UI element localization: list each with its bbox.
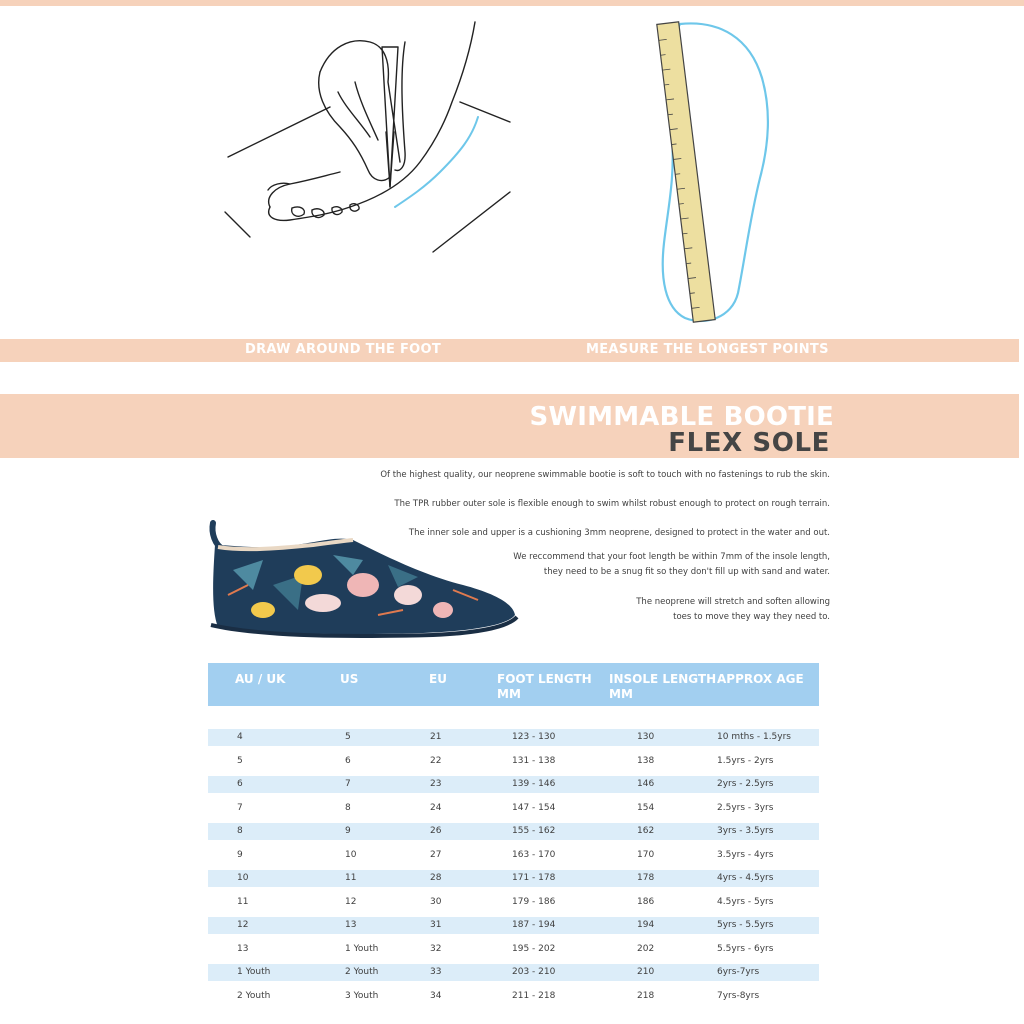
header-au-uk: AU / UK	[235, 672, 286, 686]
cell-us: 2 Youth	[345, 967, 379, 977]
cell-approx-age: 1.5yrs - 2yrs	[717, 755, 774, 766]
cell-foot-length: 163 - 170	[512, 849, 556, 860]
description-line: they need to be a snug fit so they don't fill up with sand and water.	[543, 567, 830, 577]
header-eu: EU	[429, 672, 447, 686]
cell-eu: 31	[430, 920, 442, 930]
cell-us: 1 Youth	[345, 943, 379, 954]
cell-au-uk: 13	[237, 943, 249, 954]
cell-us: 12	[345, 896, 357, 907]
description-line: The neoprene will stretch and soften allowing	[636, 597, 830, 607]
description-line: Of the highest quality, our neoprene swimmable bootie is soft to touch with no fastenings to rub the skin.	[380, 470, 830, 480]
cell-foot-length: 211 - 218	[512, 990, 556, 1001]
cell-approx-age: 10 mths - 1.5yrs	[717, 732, 791, 742]
table-row	[208, 894, 819, 911]
header-foot-length-unit: MM	[497, 687, 521, 701]
description-line: The TPR rubber outer sole is flexible enough to swim whilst robust enough to protect on rough terrain.	[394, 499, 830, 509]
cell-au-uk: 1 Youth	[237, 967, 271, 977]
cell-approx-age: 2yrs - 2.5yrs	[717, 779, 774, 789]
cell-foot-length: 187 - 194	[512, 920, 556, 930]
cell-us: 8	[345, 802, 351, 813]
product-title: SWIMMABLE BOOTIE	[529, 402, 834, 432]
cell-approx-age: 2.5yrs - 3yrs	[717, 802, 774, 813]
table-row	[208, 800, 819, 817]
cell-approx-age: 3yrs - 3.5yrs	[717, 826, 774, 836]
ruler	[657, 22, 715, 322]
cell-eu: 21	[430, 732, 442, 742]
product-title-band	[0, 394, 1019, 458]
cell-insole-length: 218	[637, 990, 655, 1001]
cell-eu: 33	[430, 967, 442, 977]
cell-approx-age: 5.5yrs - 6yrs	[717, 943, 774, 954]
table-row	[208, 917, 819, 934]
cell-au-uk: 11	[237, 896, 249, 907]
cell-au-uk: 10	[237, 873, 249, 883]
table-row	[208, 729, 819, 746]
cell-us: 10	[345, 849, 357, 860]
cell-foot-length: 195 - 202	[512, 943, 556, 954]
size-chart-table	[208, 663, 819, 1001]
table-row	[208, 988, 819, 1005]
cell-au-uk: 6	[237, 779, 243, 789]
cell-insole-length: 154	[637, 802, 655, 813]
cell-approx-age: 4.5yrs - 5yrs	[717, 896, 774, 907]
cell-us: 9	[345, 826, 351, 836]
header-us: US	[340, 672, 359, 686]
cell-insole-length: 138	[637, 755, 655, 766]
description-line: We reccommend that your foot length be within 7mm of the insole length,	[513, 552, 830, 562]
cell-us: 11	[345, 873, 357, 883]
size-chart-header	[208, 663, 819, 706]
header-insole-length-unit: MM	[609, 687, 633, 701]
product-subtitle: FLEX SOLE	[668, 428, 830, 458]
table-row	[208, 847, 819, 864]
cell-us: 3 Youth	[345, 990, 379, 1001]
cell-eu: 26	[430, 826, 442, 836]
cell-approx-age: 4yrs - 4.5yrs	[717, 873, 774, 883]
cell-eu: 28	[430, 873, 442, 883]
header-insole-length-line1: INSOLE LENGTH	[609, 672, 717, 686]
cell-eu: 24	[430, 802, 442, 813]
header-approx-age: APPROX AGE	[717, 672, 804, 686]
cell-insole-length: 146	[637, 779, 655, 789]
cell-foot-length: 123 - 130	[512, 732, 556, 742]
cell-us: 7	[345, 779, 351, 789]
cell-eu: 27	[430, 849, 442, 860]
cell-insole-length: 186	[637, 896, 655, 907]
cell-insole-length: 170	[637, 849, 655, 860]
cell-au-uk: 7	[237, 802, 243, 813]
measure-footprint-illustration	[650, 18, 780, 330]
cell-insole-length: 162	[637, 826, 655, 836]
cell-us: 6	[345, 755, 351, 766]
cell-insole-length: 194	[637, 920, 655, 930]
table-row	[208, 870, 819, 887]
cell-au-uk: 9	[237, 849, 243, 860]
table-row	[208, 823, 819, 840]
description-line: toes to move they way they need to.	[673, 612, 830, 622]
cell-us: 13	[345, 920, 357, 930]
top-accent-bar	[0, 0, 1024, 6]
cell-eu: 22	[430, 755, 442, 766]
header-insole-length	[609, 672, 716, 702]
cell-insole-length: 210	[637, 967, 655, 977]
header-foot-length-line1: FOOT LENGTH	[497, 672, 592, 686]
cell-eu: 30	[430, 896, 442, 907]
cell-foot-length: 131 - 138	[512, 755, 556, 766]
instruction-band	[0, 339, 1019, 362]
step-draw-label: DRAW AROUND THE FOOT	[245, 342, 442, 357]
bootie-shoe-image	[203, 515, 523, 640]
step-measure-label: MEASURE THE LONGEST POINTS	[586, 342, 829, 357]
cell-eu: 32	[430, 943, 442, 954]
table-row	[208, 941, 819, 958]
cell-eu: 23	[430, 779, 442, 789]
cell-insole-length: 178	[637, 873, 655, 883]
cell-au-uk: 12	[237, 920, 249, 930]
draw-around-foot-illustration	[220, 12, 520, 262]
cell-approx-age: 7yrs-8yrs	[717, 990, 760, 1001]
cell-approx-age: 6yrs-7yrs	[717, 967, 760, 977]
cell-insole-length: 130	[637, 732, 655, 742]
table-row	[208, 964, 819, 981]
table-row	[208, 776, 819, 793]
cell-au-uk: 8	[237, 826, 243, 836]
cell-foot-length: 179 - 186	[512, 896, 556, 907]
cell-eu: 34	[430, 990, 442, 1001]
cell-approx-age: 5yrs - 5.5yrs	[717, 920, 774, 930]
cell-au-uk: 4	[237, 732, 243, 742]
cell-insole-length: 202	[637, 943, 655, 954]
cell-us: 5	[345, 732, 351, 742]
cell-foot-length: 171 - 178	[512, 873, 556, 883]
cell-foot-length: 203 - 210	[512, 967, 556, 977]
header-foot-length	[497, 672, 592, 702]
description-line: The inner sole and upper is a cushioning 3mm neoprene, designed to protect in the water and out.	[408, 528, 830, 538]
cell-foot-length: 155 - 162	[512, 826, 556, 836]
cell-approx-age: 3.5yrs - 4yrs	[717, 849, 774, 860]
cell-foot-length: 147 - 154	[512, 802, 556, 813]
cell-foot-length: 139 - 146	[512, 779, 556, 789]
cell-au-uk: 2 Youth	[237, 990, 271, 1001]
table-row	[208, 753, 819, 770]
cell-au-uk: 5	[237, 755, 243, 766]
